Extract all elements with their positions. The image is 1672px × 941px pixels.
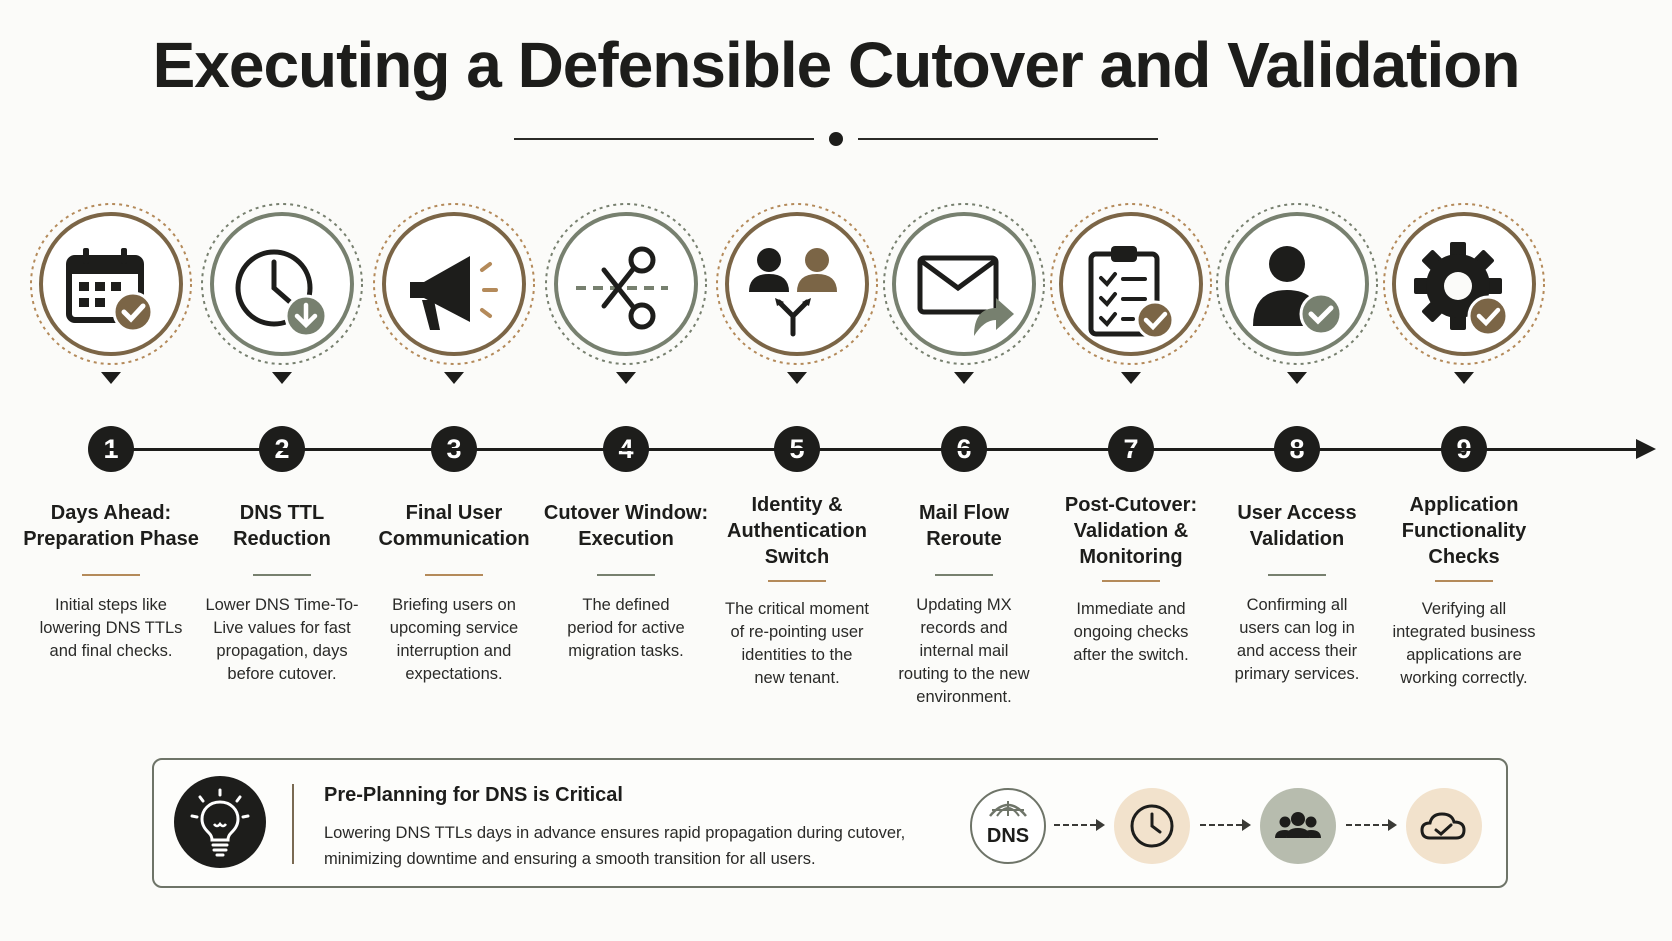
step-description [1045, 598, 1217, 667]
step-description-line: Live values for fast [213, 619, 351, 637]
calendar-check-icon [61, 242, 161, 342]
clock-icon [1114, 788, 1190, 864]
step-description [196, 594, 368, 686]
step-description-line: and final checks. [49, 642, 173, 660]
step-title [702, 492, 892, 570]
step-badge [370, 198, 538, 386]
step-title-line: Post-Cutover: [1064, 494, 1198, 516]
step-description-line: after the switch. [1073, 646, 1189, 664]
step-description-line: Updating MX [916, 596, 1012, 614]
step-description-line: environment. [916, 688, 1012, 706]
step-badge [1213, 198, 1381, 386]
step-description-line: of re-pointing user [730, 623, 864, 641]
mail-forward-icon [914, 242, 1014, 342]
step-description-line: identities to the [741, 646, 853, 664]
step-badge [713, 198, 881, 386]
step-title-line: Checks [1428, 546, 1500, 568]
step-divider [1102, 580, 1160, 582]
callout-title: Pre-Planning for DNS is Critical [324, 784, 623, 806]
step-title-line: Preparation Phase [23, 528, 199, 550]
step-description-line: before cutover. [227, 665, 337, 683]
step-title-line: Execution [578, 528, 674, 550]
step-description [878, 594, 1050, 709]
title-dot [829, 132, 843, 146]
step-title-line: Switch [764, 546, 830, 568]
step-title-line: Identity & [751, 494, 843, 516]
step-title-line: DNS TTL [239, 502, 325, 524]
step-title-line: Communication [378, 528, 530, 550]
step-title-line: Reroute [926, 528, 1002, 550]
flow-arrow [1200, 824, 1242, 826]
step-title [16, 500, 206, 552]
step-title [187, 500, 377, 552]
step-badge [198, 198, 366, 386]
scissors-icon [576, 242, 676, 342]
timeline-arrowhead [1636, 439, 1656, 459]
step-badge [542, 198, 710, 386]
gear-check-icon [1414, 242, 1514, 342]
callout-text-line: minimizing downtime and ensuring a smooth transition for all users. [324, 850, 816, 868]
user-check-icon [1247, 242, 1347, 342]
step-description-line: primary services. [1234, 665, 1360, 683]
callout-text [324, 820, 905, 872]
step-description-line: users can log in [1239, 619, 1355, 637]
step-title-line: Authentication [727, 520, 867, 542]
step-description-line: migration tasks. [568, 642, 684, 660]
step-description-line: working correctly. [1400, 669, 1528, 687]
step-title-line: Validation [1249, 528, 1345, 550]
step-divider [1268, 574, 1326, 576]
step-description-line: routing to the new [898, 665, 1030, 683]
step-description [540, 594, 712, 663]
step-description-line: upcoming service [389, 619, 519, 637]
step-description-line: expectations. [405, 665, 503, 683]
step-badge [27, 198, 195, 386]
step-description-line: Immediate and [1076, 600, 1186, 618]
step-title [869, 500, 1059, 552]
step-title [359, 500, 549, 552]
step-title-line: Mail Flow [919, 502, 1009, 524]
step-description-line: interruption and [396, 642, 512, 660]
users-group-icon [1260, 788, 1336, 864]
step-description-line: Lower DNS Time-To- [205, 596, 359, 614]
title-rule-left [514, 138, 814, 140]
clock-download-icon [232, 242, 332, 342]
step-title-line: Cutover Window: [543, 502, 709, 524]
callout-text-line: Lowering DNS TTLs days in advance ensures rapid propagation during cutover, [324, 824, 906, 842]
timeline-line [90, 448, 1640, 451]
step-description-line: period for active [567, 619, 685, 637]
flow-arrow [1346, 824, 1388, 826]
step-description-line: Confirming all [1246, 596, 1348, 614]
title-rule-right [858, 138, 1158, 140]
flow-arrowhead [1096, 819, 1105, 831]
step-description [1211, 594, 1383, 686]
step-divider [768, 580, 826, 582]
step-title-line: Functionality [1401, 520, 1527, 542]
dns-label: DNS [986, 825, 1030, 847]
step-description-line: records and [920, 619, 1008, 637]
page-title: Executing a Defensible Cutover and Validation [152, 29, 1520, 101]
step-divider [253, 574, 311, 576]
step-description-line: Verifying all [1421, 600, 1507, 618]
step-description-line: internal mail [919, 642, 1009, 660]
step-description [1378, 598, 1550, 690]
step-title-line: User Access [1237, 502, 1357, 524]
dns-globe-icon [970, 788, 1046, 864]
step-divider [1435, 580, 1493, 582]
clipboard-check-icon [1081, 242, 1181, 342]
step-description-line: propagation, days [216, 642, 348, 660]
step-title-line: Reduction [233, 528, 331, 550]
step-divider [425, 574, 483, 576]
callout-divider [292, 784, 294, 864]
step-title [1202, 500, 1392, 552]
step-description-line: lowering DNS TTLs [39, 619, 183, 637]
step-title-line: Validation & [1073, 520, 1189, 542]
flow-arrowhead [1388, 819, 1397, 831]
users-fork-icon [747, 242, 847, 342]
step-description-line: ongoing checks [1073, 623, 1189, 641]
step-description-line: new tenant. [754, 669, 840, 687]
step-description-line: The critical moment [725, 600, 869, 618]
lightbulb-icon [174, 776, 266, 868]
step-description-line: The defined [582, 596, 670, 614]
step-title [531, 500, 721, 552]
step-description-line: Initial steps like [55, 596, 167, 614]
step-description [368, 594, 540, 686]
step-description-line: and access their [1236, 642, 1358, 660]
step-description-line: integrated business [1392, 623, 1536, 641]
step-title-line: Monitoring [1079, 546, 1183, 568]
step-title-line: Application [1409, 494, 1519, 516]
flow-arrowhead [1242, 819, 1251, 831]
megaphone-icon [404, 242, 504, 342]
step-description [25, 594, 197, 663]
step-divider [597, 574, 655, 576]
step-divider [82, 574, 140, 576]
step-divider [935, 574, 993, 576]
step-badge [1380, 198, 1548, 386]
step-description [711, 598, 883, 690]
dns-callout [152, 758, 1508, 888]
step-description-line: applications are [1406, 646, 1522, 664]
step-title-line: Final User [405, 502, 503, 524]
step-badge [880, 198, 1048, 386]
step-description-line: Briefing users on [392, 596, 516, 614]
flow-arrow [1054, 824, 1096, 826]
step-title [1036, 492, 1226, 570]
step-badge [1047, 198, 1215, 386]
step-title-line: Days Ahead: [50, 502, 172, 524]
cloud-check-icon [1406, 788, 1482, 864]
step-title [1369, 492, 1559, 570]
